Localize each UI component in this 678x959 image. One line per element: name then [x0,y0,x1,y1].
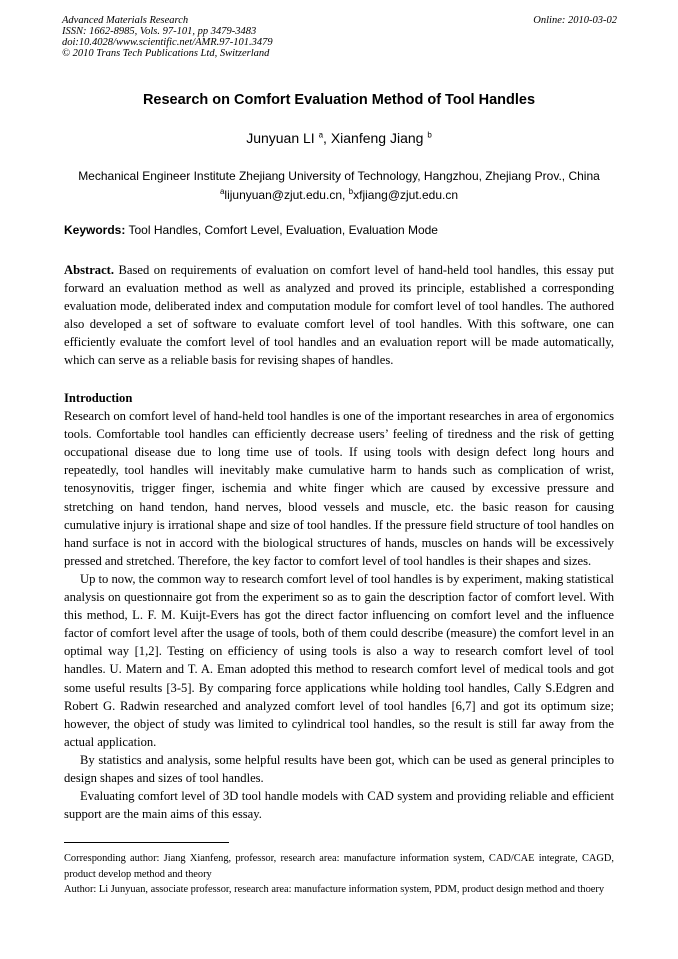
email-a-sup: a [219,187,225,196]
affiliation-line: Mechanical Engineer Institute Zhejiang University of Technology, Hangzhou, Zhejiang Prov., China [78,169,600,183]
introduction-paragraph-4: Evaluating comfort level of 3D tool handle models with CAD system and providing reliable and efficient support are the main aims of this essay. [64,789,614,822]
journal-header [62,15,617,59]
doi-line: doi:10.4028/www.scientific.net/AMR.97-101.3479 [62,37,273,48]
keywords-label: Keywords: [64,223,126,237]
author-1-sup: a [318,130,324,140]
copyright-line: © 2010 Trans Tech Publications Ltd, Switzerland [62,48,270,59]
author-separator: , [323,130,331,146]
introduction-paragraph-1: Research on comfort level of hand-held tool handles is one of the important researches in area of ergonomics tools. Comfortable tool handles can efficiently decrease users’ feeling of tiredness and the risk of getting occupational disease due to long time use of tools. If using tools with design defect long hours and repeatedly, tool handles will inevitably make cumulative harm to hands such as complication of wrist, tenosynovitis, trigger finger, ischemia and white finger which are caused by excessive pressure and stretching on hand tendon, hand nerves, blood vessels and muscle, etc. the basic reason for causing cumulative injury is irrational shape and size of tool handles. If the pressure field structure of tool handles on hand surface is not in accord with the biological structures of hands, muscles on hands will be excessively pressed and stretched. Therefore, the key factor to comfort level of tool handles is their shapes and sizes. [64,409,614,568]
author-2: Xianfeng Jiang [330,130,424,146]
journal-name: Advanced Materials Research [62,15,189,26]
introduction-paragraph-2: Up to now, the common way to research comfort level of tool handles is by experiment, making statistical analysis on questionnaire got from the experiment so as to gain the description factor of comfort level. With this method, L. F. M. Kuijt-Evers has got the direct factor influencing on comfort level and the influence factor of comfort level after the usage of tools, both of them could describe (measure) the comfort level in an optimal way [1,2]. Testing on efficiency of using tools is also a way to research comfort level of tool handles. U. Matern and T. A. Eman adopted this method to research comfort level of medical tools and got some useful results [3-5]. By comparing force applications while holding tool handles, Cally S.Edgren and Robert G. Radwin researched and analyzed comfort level of tool handles [6,7] and got its optimum size; however, the object of study was limited to cylindrical tool handles, so the result is still far away from the actual application. [64,571,614,749]
email-b-sup: b [348,187,354,196]
email-b[interactable]: xfjiang@zjut.edu.cn [353,188,459,202]
introduction-heading: Introduction [64,391,133,405]
affiliation-block [0,167,678,205]
footnotes [64,851,614,898]
keywords-text: Tool Handles, Comfort Level, Evaluation, Evaluation Mode [125,223,438,237]
footnote-divider [64,842,229,843]
online-date: Online: 2010-03-02 [533,15,617,26]
author-line [0,130,678,146]
paper-title: Research on Comfort Evaluation Method of Tool Handles [142,92,536,108]
abstract-label: Abstract. [64,263,115,277]
introduction-section [64,389,614,823]
introduction-paragraph-3: By statistics and analysis, some helpful results have been got, which can be used as general principles to design shapes and sizes of tool handles. [64,752,614,785]
email-a[interactable]: lijunyuan@zjut.edu.cn, [224,188,349,202]
abstract [64,261,614,370]
footnote-author: Author: Li Junyuan, associate professor, research area: manufacture information system, PDM, product design method and thoery [64,884,605,895]
abstract-text: Based on requirements of evaluation on comfort level of hand-held tool handles, this essay put forward an evaluation method as well as analyzed and proved its principle, established a corresponding evaluation mode, deliberated index and computation module for comfort level of tool handles. The authored also developed a set of software to evaluate comfort level of tool handles. With this software, one can efficiently evaluate the comfort level of tool handles and an evaluation report will be made automatically, which can serve as a reliable basis for revising shapes of handles. [64,263,614,368]
issn-line: ISSN: 1662-8985, Vols. 97-101, pp 3479-3483 [62,26,257,37]
author-1: Junyuan LI [246,130,315,146]
keywords-line [64,223,438,237]
footnote-corresponding-author: Corresponding author: Jiang Xianfeng, professor, research area: manufacture information system, CAD/CAE integrate, CAGD, product develop method and theory [64,853,614,880]
author-2-sup: b [427,130,432,140]
email-line [0,186,678,205]
